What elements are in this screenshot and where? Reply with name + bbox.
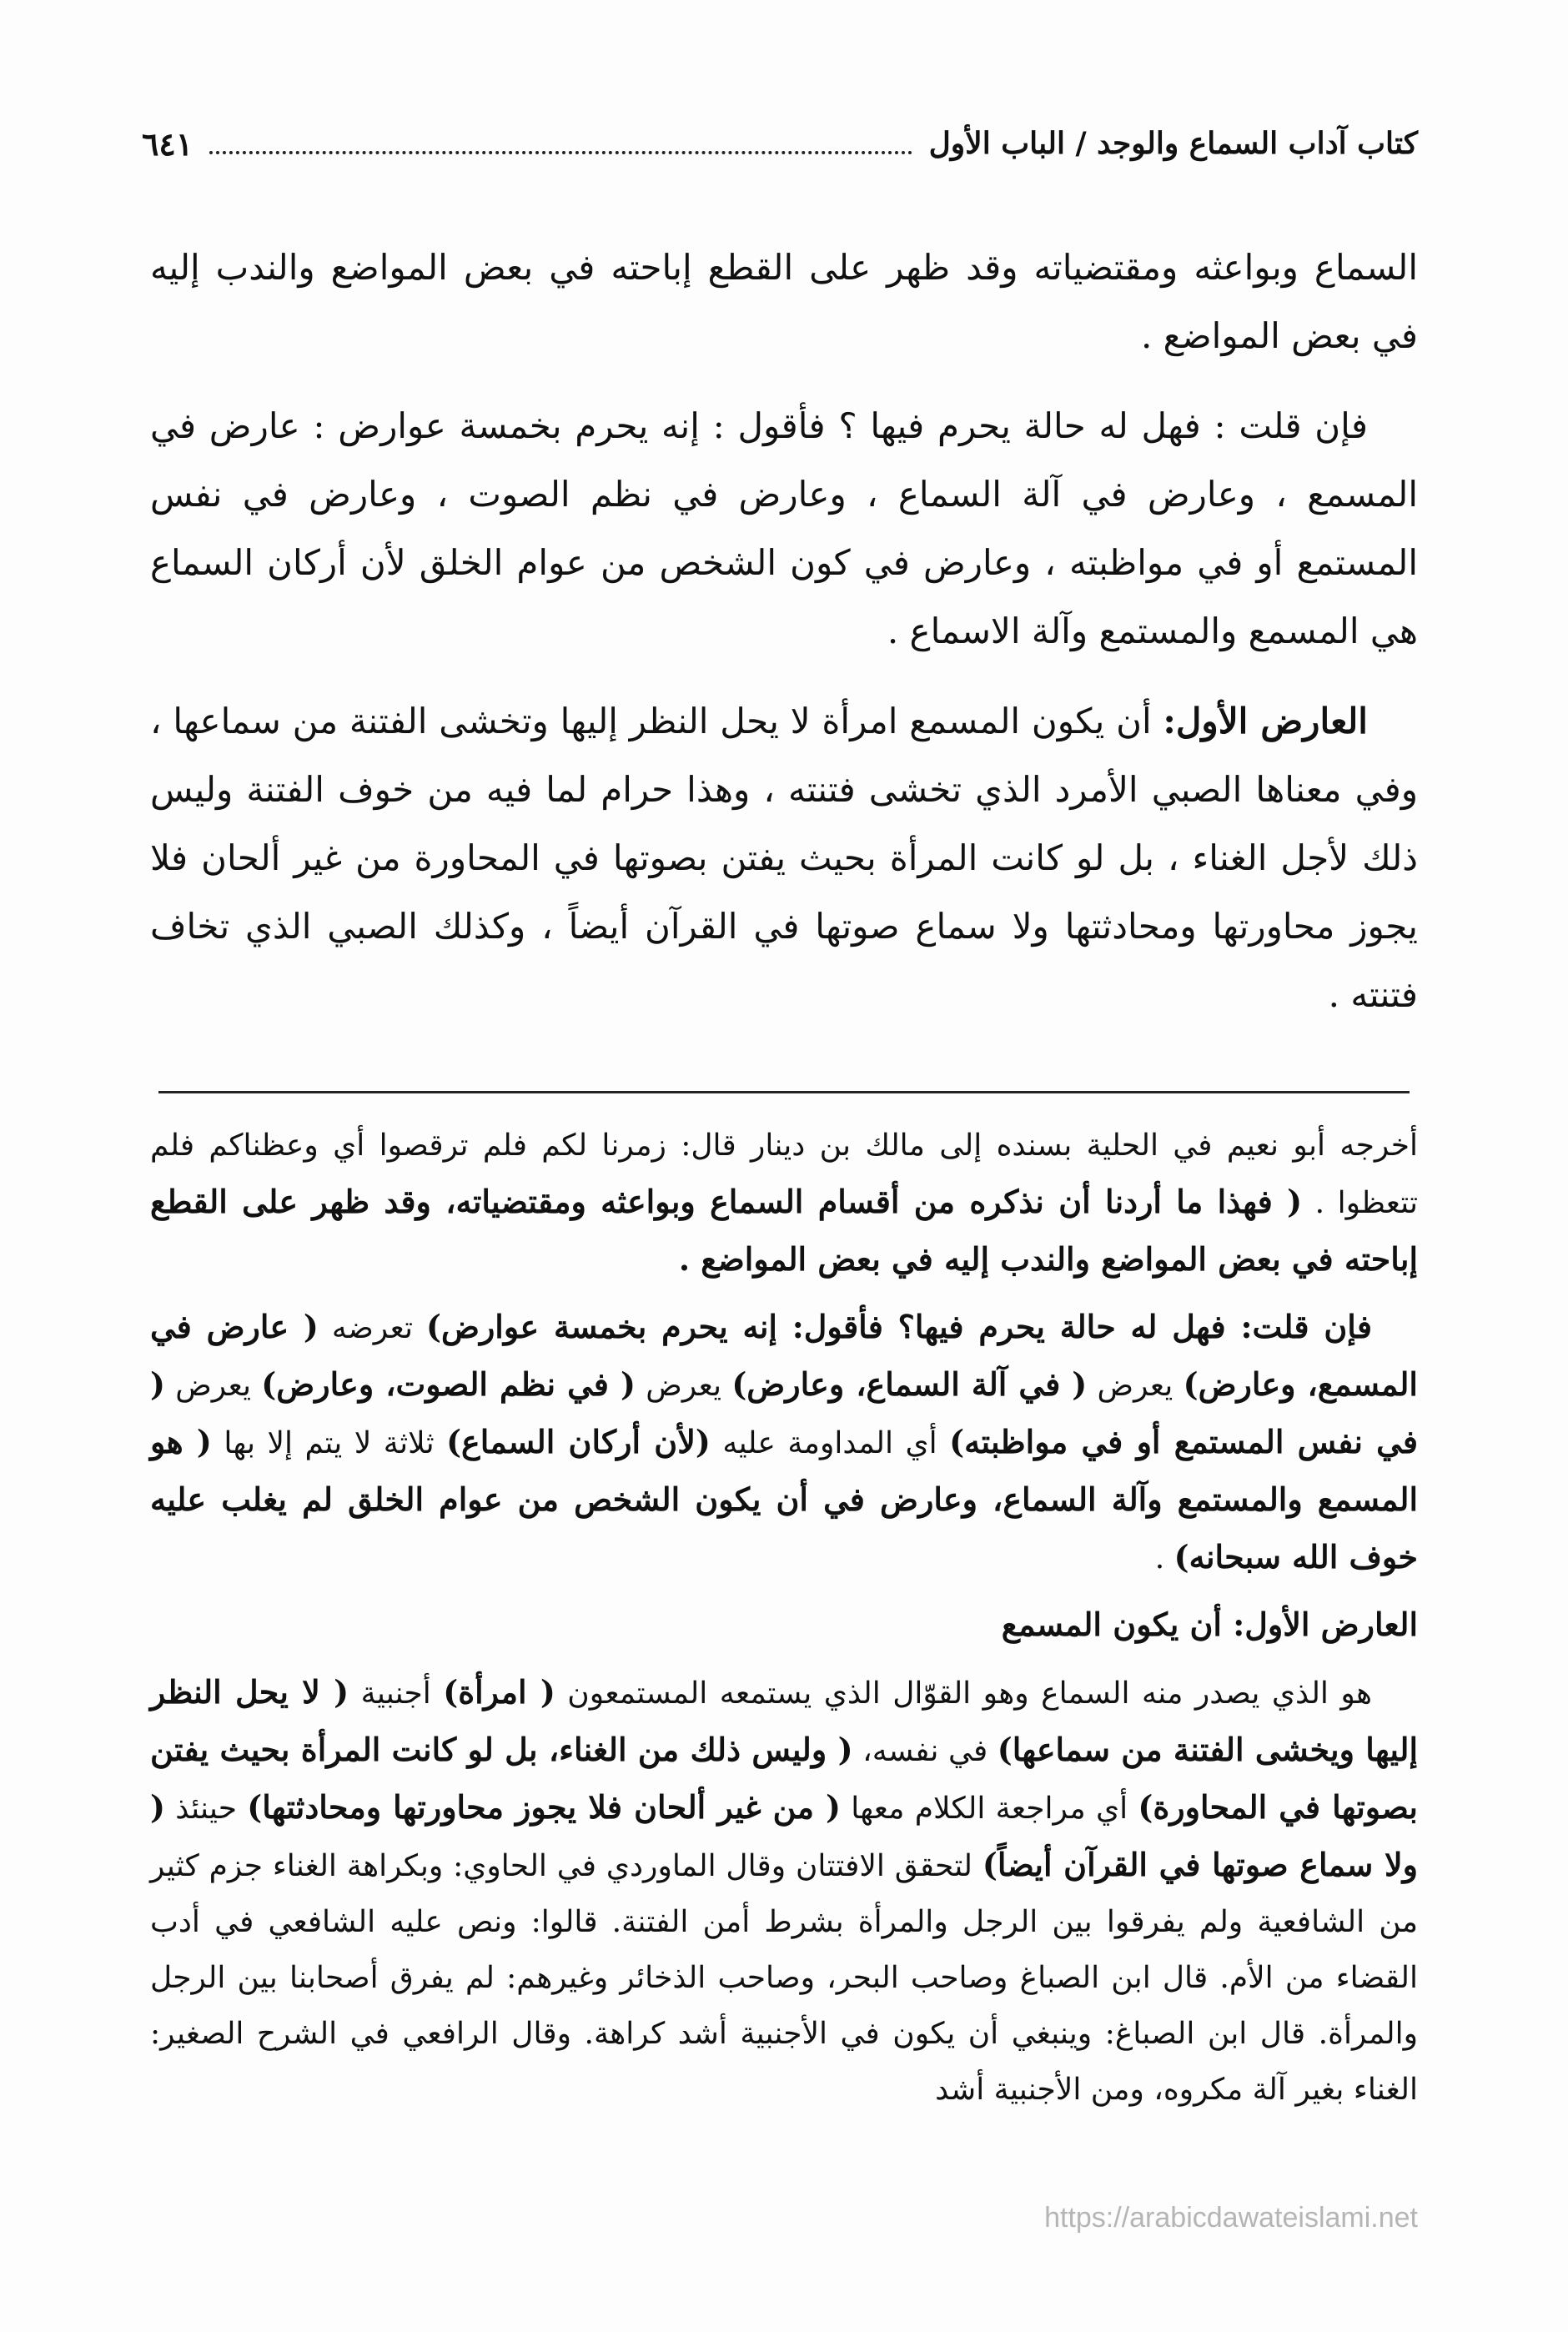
commentary-1-a: أخرجه أبو نعيم في الحلية بسنده إلى مالك بن دينار قال: زمرنا لكم فلم ترقصوا أي وعظناكم فلم تتعظوا . [150, 1128, 1418, 1220]
commentary-4-f: ( وليس ذلك من الغناء، بل لو كانت المرأة بحيث يفتن بصوتها في المحاورة) [150, 1731, 1418, 1826]
commentary-2-f: يعرض [636, 1369, 732, 1403]
main-paragraph-3 [150, 687, 1418, 1029]
main-paragraph-2: فإن قلت : فهل له حالة يحرم فيها ؟ فأقول : إنه يحرم بخمسة عوارض : عارض في المسمع ، وعارض في آلة السماع ، وعارض في نظم الصوت ، وعارض في نفس المستمع أو في مواظبته ، وعارض في كون الشخص من عوام الخلق لأن أركان السماع هي المسمع والمستمع وآلة الاسماع . [150, 405, 1418, 651]
commentary-4-k: لتحقق الافتتان وقال الماوردي في الحاوي: وبكراهة الغناء جزم كثير من الشافعية ولم يفرقوا بين الرجل والمرأة بشرط أمن الفتنة. قالوا: ونص عليه الشافعي في أدب القضاء من الأم. قال ابن الصباغ وصاحب البحر، وصاحب الذخائر وغيرهم: لم يفرق أصحابنا بين الرجل والمرأة. قال ابن الصباغ: وينبغي أن يكون في الأجنبية أشد كراهة. وقال الرافعي في الشرح الصغير: الغناء بغير آلة مكروه، ومن الأجنبية أشد [150, 1849, 1418, 2107]
commentary-2-k: (لأن أركان السماع) [446, 1423, 711, 1460]
commentary-2-m: ( هو المسمع والمستمع وآلة السماع، وعارض في أن يكون الشخص من عوام الخلق لم يغلب عليه خوف الله سبحانه) [150, 1423, 1418, 1576]
commentary-4-a: هو الذي يصدر منه السماع وهو القوّال الذي يستمعه المستمعون [555, 1676, 1372, 1711]
commentary-2-a: فإن قلت: فهل له حالة يحرم فيها؟ فأقول: إنه يحرم بخمسة عوارض) [426, 1308, 1372, 1345]
commentary-4-c: أجنبية [349, 1676, 444, 1711]
commentary-2-e: ( في آلة السماع، وعارض) [731, 1365, 1088, 1403]
commentary-2-c: ( عارض في المسمع، وعارض) [150, 1308, 1418, 1403]
commentary-4-i: حينئذ [164, 1792, 248, 1826]
main-paragraph-1: السماع وبواعثه ومقتضياته وقد ظهر على القطع إباحته في بعض المواضع والندب إليه في بعض المواضع . [150, 247, 1418, 356]
page-header [142, 110, 1418, 177]
page-number: ٦٤١ [142, 124, 193, 163]
commentary-1-b: ( فهذا ما أردنا أن نذكره من أقسام السماع وبواعثه ومقتضياته، وقد ظهر على القطع إباحته في بعض المواضع والندب إليه في بعض المواضع . [150, 1183, 1418, 1278]
commentary-2-g: ( في نظم الصوت، وعارض) [261, 1365, 636, 1403]
commentary-4-b: ( امرأة) [443, 1673, 555, 1711]
commentary-heading-first-factor [150, 1596, 1418, 1654]
header-dot-leader [209, 143, 912, 154]
commentary-2-b: تعرضه [318, 1311, 427, 1345]
commentary-paragraph-1 [150, 1118, 1418, 1289]
commentary-paragraph-4 [150, 1664, 1418, 2118]
commentary-4-d: ( لا يحل النظر إليها ويخشى الفتنة من سماعها) [150, 1673, 1419, 1768]
running-title: كتاب آداب السماع والوجد / الباب الأول [928, 126, 1418, 161]
commentary-4-e: في نفسه، [852, 1734, 998, 1768]
commentary-2-l: ثلاثة لا يتم إلا بها [211, 1426, 447, 1460]
commentary-2-h: يعرض [164, 1369, 262, 1403]
commentary-3: العارض الأول: أن يكون المسمع [1001, 1606, 1418, 1643]
commentary [150, 1118, 1418, 2128]
commentary-2-d: يعرض [1087, 1369, 1184, 1403]
commentary-2-j: أي المداومة عليه [710, 1426, 950, 1460]
commentary-2-n: . [1154, 1541, 1174, 1576]
commentary-4-j: ( ولا سماع صوتها في القرآن أيضاً) [150, 1788, 1418, 1883]
commentary-2-i: ( في نفس المستمع أو في مواظبته) [150, 1365, 1418, 1460]
website-watermark: https://arabicdawateislami.net [1044, 2202, 1418, 2234]
commentary-4-g: أي مراجعة الكلام معها [840, 1792, 1138, 1826]
footnote-divider [158, 1091, 1410, 1093]
main-paragraph-3-text: أن يكون المسمع امرأة لا يحل النظر إليها وتخشى الفتنة من سماعها ، وفي معناها الصبي الأمرد الذي تخشى فتنته ، وهذا حرام لما فيه من خوف الفتنة وليس ذلك لأجل الغناء ، بل لو كانت المرأة بحيث يفتن بصوتها في المحاورة من غير ألحان فلا يجوز محاورتها ومحادثتها ولا سماع صوتها في القرآن أيضاً ، وكذلك الصبي الذي تخاف فتنته . [150, 701, 1418, 1015]
main-text [150, 234, 1418, 1051]
commentary-4-h: ( من غير ألحان فلا يجوز محاورتها ومحادثتها) [247, 1788, 841, 1826]
commentary-paragraph-2 [150, 1299, 1418, 1586]
section-heading-first-factor: العارض الأول: [1163, 701, 1368, 741]
